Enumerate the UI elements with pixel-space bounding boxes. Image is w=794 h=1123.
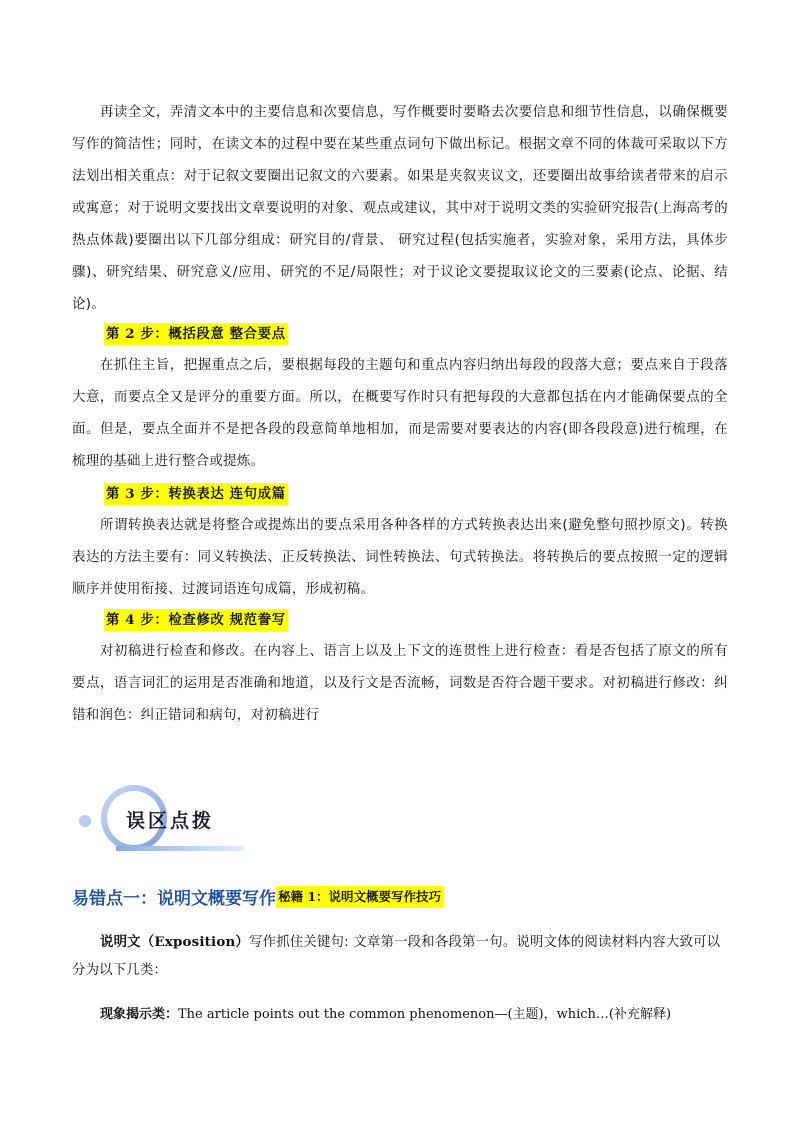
section-title: 误区点拨	[126, 810, 215, 832]
tip-badge: 秘籍 1：说明文概要写作技巧	[276, 886, 443, 908]
example-text: The article points out the common phenomenon—(主题)，which…(补充解释)	[178, 1007, 672, 1022]
step-4-heading: 第 4 步：检查修改 规范誊写	[104, 609, 288, 631]
step-2-heading: 第 2 步：概括段意 整合要点	[104, 323, 288, 345]
banner-dot-icon	[79, 815, 91, 827]
error-point-heading: 易错点一：说明文概要写作	[72, 889, 276, 909]
example-label: 现象揭示类：	[100, 1007, 179, 1022]
paragraph-step-3: 所谓转换表达就是将整合或提炼出的要点采用各种各样的方式转换表达出来(避免整句照抄原文)。转换表达的方法主要有：同义转换法、正反转换法、词性转换法、句式转换法。将转换后的要点按照一定的逻辑顺序并使用衔接、过渡词语连句成篇，形成初稿。	[72, 518, 728, 597]
error-point-heading-row	[72, 884, 443, 912]
step-3-heading: 第 3 步：转换表达 连句成篇	[104, 483, 288, 505]
banner-underline	[116, 846, 244, 851]
exposition-description	[72, 928, 728, 985]
phenomenon-example	[100, 1002, 671, 1028]
paragraph-step-2: 在抓住主旨，把握重点之后，要根据每段的主题句和重点内容归纳出每段的段落大意；要点来自于段落大意，而要点全又是评分的重要方面。所以，在概要写作时只有把每段的大意都包括在内才能确保要点的全面。但是，要点全面并不是把各段的段意简单地相加，而是需要对要表达的内容(即各段段意)进行梳理，在梳理的基础上进行整合或提炼。	[72, 358, 728, 469]
paragraph-step-4: 对初稿进行检查和修改。在内容上、语言上以及上下文的连贯性上进行检查：看是否包括了原文的所有要点，语言词汇的运用是否准确和地道，以及行文是否流畅，词数是否符合题干要求。对初稿进行修改：纠错和润色：纠正错词和病句，对初稿进行	[72, 644, 728, 723]
exposition-text: 写作抓住关键句: 文章第一段和各段第一句。说明文体的阅读材料内容大致可以分为以下几类：	[72, 935, 721, 978]
exposition-label: 说明文（Exposition）	[100, 934, 250, 950]
paragraph-reread: 再读全文，弄清文本中的主要信息和次要信息，写作概要时要略去次要信息和细节性信息，以确保概要写作的简洁性；同时，在读文本的过程中要在某些重点词句下做出标记。根据文章不同的体裁可采取以下方法划出相关重点：对于记叙文要圈出记叙文的六要素。如果是夹叙夹议文，还要圈出故事给读者带来的启示或寓意；对于说明文要找出文章要说明的对象、观点或建议，其中对于说明文类的实验研究报告(上海高考的热点体裁)要圈出以下几部分组成：研究目的/背景、 研究过程(包括实施者，实验对象，采用方法，具体步骤)、研究结果、研究意义/应用、研究的不足/局限性；对于议论文要提取议论文的三要素(论点、论据、结论)。	[72, 105, 728, 312]
